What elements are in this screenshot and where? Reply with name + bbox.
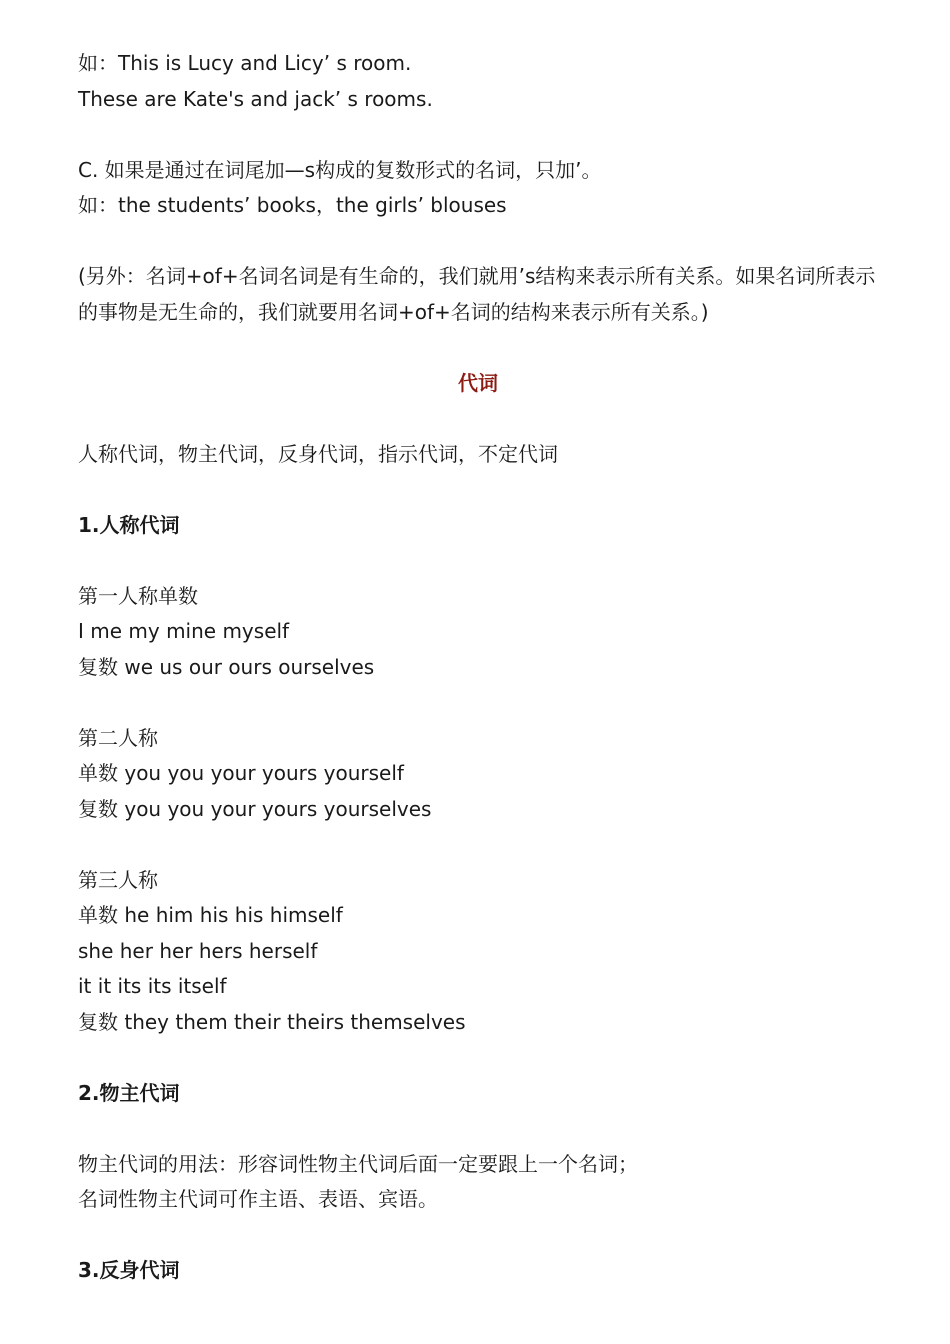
spacer [78, 1218, 878, 1254]
spacer [78, 1111, 878, 1147]
example-line: 如：the students’ books，the girls’ blouses [78, 193, 507, 217]
spacer [78, 543, 878, 579]
person-label: 第一人称单数 [78, 583, 198, 608]
subsection-heading: 1.人称代词 [78, 512, 180, 537]
subsection-heading: 3.反身代词 [78, 1258, 180, 1282]
note-paragraph: (另外：名词+of+名词名词是有生命的，我们就用’s结构来表示所有关系。如果名词所表示的事物是无生命的，我们就要用名词+of+名词的结构来表示所有关系。) [78, 264, 876, 324]
spacer [78, 330, 878, 366]
person-label: 第三人称 [78, 867, 158, 892]
example-line: These are Kate's and jack’ s rooms. [78, 86, 433, 111]
person-label: 第二人称 [78, 725, 158, 750]
spacer [78, 117, 878, 153]
usage-line: 名词性物主代词可作主语、表语、宾语。 [78, 1187, 438, 1211]
pronoun-types-line: 人称代词，物主代词，反身代词，指示代词，不定代词 [78, 441, 558, 466]
section-title: 代词 [458, 370, 498, 395]
pronoun-forms-line: 单数 he him his his himself [78, 903, 343, 927]
pronoun-forms-line: 复数 they them their theirs themselves [78, 1009, 466, 1034]
pronoun-forms-line: I me my mine myself [78, 619, 290, 643]
spacer [78, 472, 878, 508]
pronoun-forms-line: 复数 we us our ours ourselves [78, 654, 375, 679]
spacer [78, 401, 878, 437]
spacer [78, 685, 878, 721]
pronoun-forms-line: 复数 you you your yours yourselves [78, 796, 432, 821]
example-line: 如：This is Lucy and Licy’ s room. [78, 51, 412, 75]
pronoun-forms-line: it it its its itself [78, 974, 227, 998]
pronoun-forms-line: 单数 you you your yours yourself [78, 761, 404, 785]
subsection-heading: 2.物主代词 [78, 1080, 180, 1105]
spacer [78, 224, 878, 260]
rule-line: C. 如果是通过在词尾加—s构成的复数形式的名词，只加’。 [78, 157, 602, 182]
pronoun-forms-line: she her her hers herself [78, 938, 318, 963]
spacer [78, 1040, 878, 1076]
usage-line: 物主代词的用法：形容词性物主代词后面一定要跟上一个名词； [78, 1151, 638, 1176]
document-page [78, 46, 878, 1289]
spacer [78, 827, 878, 863]
